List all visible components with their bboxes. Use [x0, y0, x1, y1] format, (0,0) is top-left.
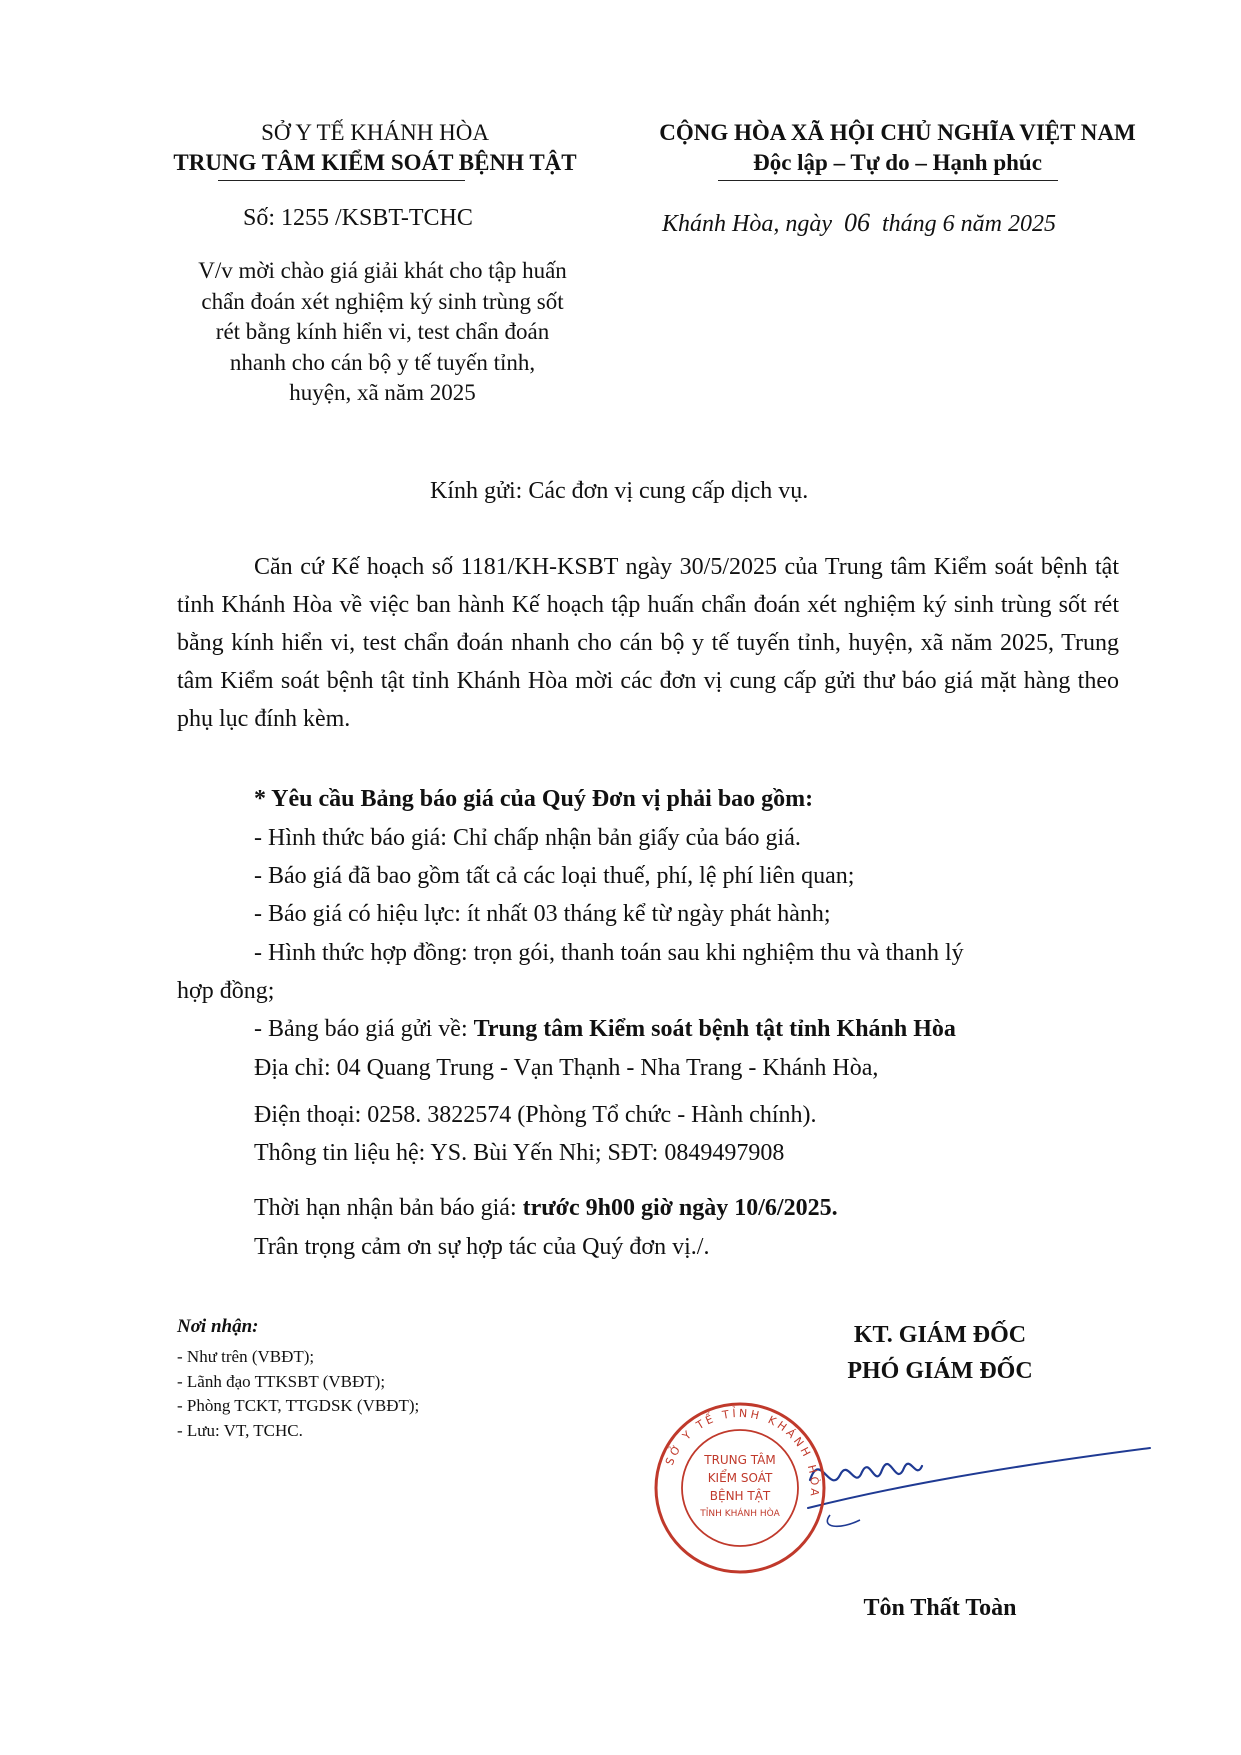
- document-subject: [150, 256, 615, 409]
- requirement-item: - Hình thức hợp đồng: trọn gói, thanh toán sau khi nghiệm thu và thanh lý: [254, 940, 964, 966]
- subject-line: rét bằng kính hiển vi, test chẩn đoán: [215, 319, 550, 344]
- national-motto: Độc lập – Tự do – Hạnh phúc: [753, 150, 1042, 175]
- subject-line: V/v mời chào giá giải khát cho tập huấn: [198, 258, 567, 283]
- receiver-item: - Như trên (VBĐT);: [177, 1347, 315, 1366]
- send-to-organization: Trung tâm Kiểm soát bệnh tật tỉnh Khánh Hòa: [473, 1016, 956, 1042]
- requirement-item: - Báo giá có hiệu lực: ít nhất 03 tháng kể từ ngày phát hành;: [254, 901, 831, 927]
- phone-line: Điện thoại: 0258. 3822574 (Phòng Tổ chức - Hành chính).: [254, 1102, 817, 1128]
- motto-underline: [718, 180, 1058, 181]
- requirement-item-send-to: [254, 1016, 956, 1043]
- seal-line: TRUNG TÂM: [704, 1453, 776, 1467]
- address-line: Địa chỉ: 04 Quang Trung - Vạn Thạnh - Nha Trang - Khánh Hòa,: [254, 1055, 879, 1081]
- receiver-item: - Lưu: VT, TCHC.: [177, 1420, 303, 1440]
- deadline-line: [254, 1195, 838, 1222]
- date-day: 06: [844, 208, 870, 237]
- contact-line: Thông tin liệu hệ: YS. Bùi Yến Nhi; SĐT: 0849497908: [254, 1140, 785, 1166]
- issuer-underline: [218, 180, 465, 181]
- signature-title-line2: PHÓ GIÁM ĐỐC: [847, 1358, 1033, 1384]
- subject-line: chẩn đoán xét nghiệm ký sinh trùng sốt: [201, 288, 564, 314]
- receivers-title: Nơi nhận:: [177, 1316, 259, 1337]
- issuer-block: [150, 118, 600, 178]
- national-header: [635, 118, 1160, 178]
- recipient-line: Kính gửi: Các đơn vị cung cấp dịch vụ.: [430, 478, 809, 504]
- seal-line: BỆNH TẬT: [709, 1489, 771, 1503]
- requirement-item: - Báo giá đã bao gồm tất cả các loại thuế, phí, lệ phí liên quan;: [254, 863, 855, 889]
- signer-name: Tôn Thất Toàn: [863, 1595, 1017, 1621]
- signature-title-line1: KT. GIÁM ĐỐC: [853, 1322, 1027, 1348]
- issuer-organization: TRUNG TÂM KIỂM SOÁT BỆNH TẬT: [173, 150, 577, 175]
- subject-line: nhanh cho cán bộ y tế tuyến tỉnh,: [229, 349, 536, 375]
- document-date: [662, 208, 1056, 238]
- seal-line: KIỂM SOÁT: [707, 1471, 773, 1485]
- receiver-item: - Lãnh đạo TTKSBT (VBĐT);: [177, 1371, 386, 1391]
- official-seal: [650, 1398, 830, 1578]
- receivers-list: [177, 1345, 419, 1443]
- seal-line: TỈNH KHÁNH HÒA: [700, 1509, 780, 1519]
- thanks-line: Trân trọng cảm ơn sự hợp tác của Quý đơn vị./.: [254, 1234, 710, 1260]
- body-paragraph: Căn cứ Kế hoạch số 1181/KH-KSBT ngày 30/5/2025 của Trung tâm Kiểm soát bệnh tật tỉnh Khánh Hòa về việc ban hành Kế hoạch tập huấn chẩn đoán xét nghiệm ký sinh trùng sốt rét bằng kính hiển vi, test chẩn đoán nhanh cho cán bộ y tế tuyến tỉnh, huyện, xã năm 2025, Trung tâm Kiểm soát bệnh tật tỉnh Khánh Hòa mời các đơn vị cung cấp gửi thư báo giá mặt hàng theo phụ lục đính kèm.: [177, 554, 1119, 732]
- receiver-item: - Phòng TCKT, TTGDSK (VBĐT);: [177, 1396, 420, 1415]
- deadline-value: trước 9h00 giờ ngày 10/6/2025.: [522, 1195, 838, 1221]
- requirement-item: - Hình thức báo giá: Chỉ chấp nhận bản giấy của báo giá.: [254, 825, 801, 851]
- national-title: CỘNG HÒA XÃ HỘI CHỦ NGHĨA VIỆT NAM: [659, 120, 1136, 145]
- document-number: Số: 1255 /KSBT-TCHC: [243, 205, 473, 231]
- requirement-item-continued: hợp đồng;: [177, 978, 275, 1004]
- handwritten-signature: [800, 1420, 1160, 1540]
- issuer-department: SỞ Y TẾ KHÁNH HÒA: [261, 120, 489, 145]
- date-prefix: Khánh Hòa, ngày: [662, 211, 832, 237]
- deadline-label: Thời hạn nhận bản báo giá:: [254, 1195, 523, 1221]
- signature-title: [790, 1317, 1090, 1389]
- send-to-label: - Bảng báo giá gửi về:: [254, 1016, 474, 1042]
- requirements-title: * Yêu cầu Bảng báo giá của Quý Đơn vị phải bao gồm:: [254, 786, 814, 812]
- seal-ring-text: SỞ Y TẾ TỈNH KHÁNH HÒA: [663, 1406, 822, 1500]
- date-suffix: tháng 6 năm 2025: [882, 211, 1056, 237]
- subject-line: huyện, xã năm 2025: [289, 380, 476, 405]
